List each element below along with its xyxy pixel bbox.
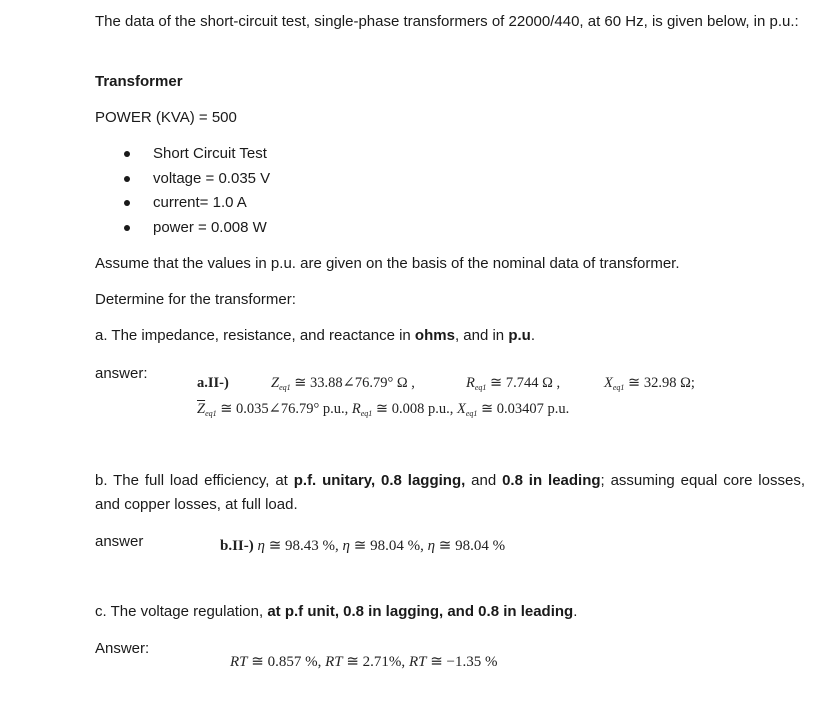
- part-a-mid: , and in: [454, 327, 509, 344]
- impedance-ohm: $Z_{eq1}$ ≅ 33.88∠76.79° Ω ,: [271, 375, 415, 392]
- efficiency-lagging: ≅ 98.04 %,: [353, 538, 428, 554]
- part-a-answer-tag: a.II-): [197, 375, 229, 391]
- list-item-text: current= 1.0 A: [153, 194, 247, 211]
- transformer-heading: Transformer: [95, 73, 183, 90]
- list-item: [95, 216, 270, 241]
- regulation-leading: ≅ −1.35 %: [426, 654, 498, 670]
- list-item: [95, 167, 270, 192]
- list-item: [95, 191, 270, 216]
- resistance-pu: ≅ 0.008 p.u.,: [375, 401, 457, 417]
- list-item: [95, 142, 270, 167]
- regulation-lagging: ≅ 2.71%,: [342, 654, 409, 670]
- list-item-text: Short Circuit Test: [153, 145, 267, 162]
- part-b-equations: b.II-) η ≅ 98.43 %, η ≅ 98.04 %, η ≅ 98.04 %: [220, 538, 506, 554]
- impedance-pu: ≅ 0.035∠76.79° p.u.,: [220, 401, 352, 417]
- list-item-text: voltage = 0.035 V: [153, 169, 271, 187]
- bullet-icon: [124, 200, 130, 206]
- bullet-icon: [124, 151, 130, 157]
- part-a-question: [95, 324, 535, 347]
- bullet-icon: [124, 225, 130, 231]
- test-data-list: [95, 142, 270, 240]
- part-c-answer-label: Answer:: [95, 640, 150, 657]
- part-c-question: c. The voltage regulation, at p.f unit, 0.8 in lagging, and 0.8 in leading.: [95, 603, 578, 620]
- bullet-icon: [124, 176, 130, 182]
- assume-text: Assume that the values in p.u. are given on the basis of the nominal data of transformer.: [95, 255, 680, 272]
- power-line: POWER (KVA) = 500: [95, 109, 237, 126]
- regulation-unity: ≅ 0.857 %,: [247, 654, 326, 670]
- part-c-equations: RT ≅ 0.857 %, RT ≅ 2.71%, RT ≅ −1.35 %: [230, 654, 498, 670]
- part-a-pu: p.u: [508, 327, 531, 344]
- impedance-pu-symbol: $\overline{Z}$: [197, 401, 206, 417]
- part-b-answer-tag: b.II-): [220, 538, 254, 554]
- efficiency-leading: ≅ 98.04 %: [438, 538, 506, 554]
- reactance-pu: ≅ 0.03407 p.u.: [481, 401, 570, 417]
- part-b-question: b. The full load efficiency, at p.f. unitary, 0.8 lagging, and 0.8 in leading; assuming equal core losses, and copper losses, at full load.: [95, 472, 805, 513]
- part-b-answer-label: answer: [95, 533, 144, 550]
- part-a-ohms: ohms: [414, 327, 455, 344]
- intro-paragraph: The data of the short-circuit test, single-phase transformers of 22000/440, at 60 Hz, is given below, in p.u.:: [95, 13, 799, 30]
- part-a-equations-line2: $\overline{Z}_{eq1}$ ≅ 0.035∠76.79° p.u., $R_{eq1}$ ≅ 0.008 p.u., $X_{eq1}$ ≅ 0.03407 p.u.: [197, 401, 570, 418]
- efficiency-unity: ≅ 98.43 %,: [268, 538, 343, 554]
- part-a-answer-label: answer:: [95, 365, 148, 382]
- reactance-ohm: $X_{eq1}$ ≅ 32.98 Ω;: [604, 375, 695, 392]
- part-a-equations-line1: [197, 375, 229, 392]
- part-a-prefix: a. The impedance, resistance, and reactance in: [95, 327, 415, 344]
- part-a-suffix: .: [530, 327, 535, 344]
- resistance-ohm: $R_{eq1}$ ≅ 7.744 Ω ,: [466, 375, 561, 392]
- list-item-text: power = 0.008 W: [153, 218, 267, 236]
- determine-text: Determine for the transformer:: [95, 291, 296, 308]
